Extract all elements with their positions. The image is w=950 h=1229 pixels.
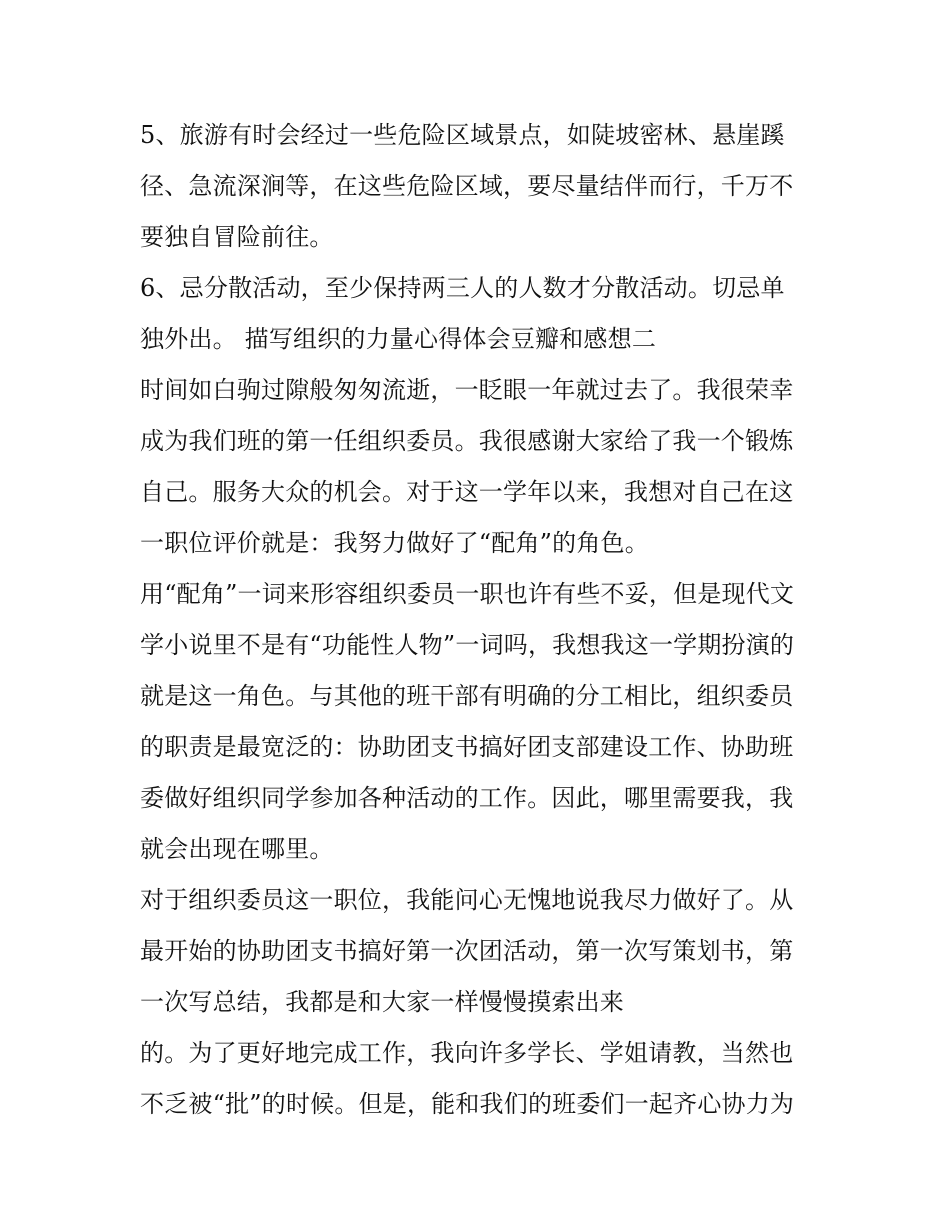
text-line: 5、旅游有时会经过一些危险区域景点，如陡坡密林、悬崖蹊 (140, 121, 785, 149)
text-line: 径、急流深涧等，在这些危险区域，要尽量结伴而行，千万不 (140, 172, 794, 200)
text-line: 一次写总结，我都是和大家一样慢慢摸索出来 (140, 988, 624, 1016)
text-line: 6、忌分散活动，至少保持两三人的人数才分散活动。切忌单 (140, 274, 785, 302)
text-line: 就是这一角色。与其他的班干部有明确的分工相比，组织委员 (140, 682, 794, 710)
text-line: 的职责是最宽泛的：协助团支书搞好团支部建设工作、协助班 (140, 733, 794, 761)
text-line: 的。为了更好地完成工作，我向许多学长、学姐请教，当然也 (140, 1039, 794, 1067)
text-line: 一职位评价就是：我努力做好了“配角”的角色。 (140, 529, 649, 557)
text-line: 不乏被“批”的时候。但是，能和我们的班委们一起齐心协力为 (140, 1090, 795, 1118)
text-line: 对于组织委员这一职位，我能问心无愧地说我尽力做好了。从 (140, 886, 794, 914)
text-line: 委做好组织同学参加各种活动的工作。因此，哪里需要我，我 (140, 784, 794, 812)
text-line: 用“配角”一词来形容组织委员一职也许有些不妥，但是现代文 (140, 580, 795, 608)
document-page (140, 110, 815, 1130)
text-line: 成为我们班的第一任组织委员。我很感谢大家给了我一个锻炼 (140, 427, 794, 455)
text-line: 独外出。 描写组织的力量心得体会豆瓣和感想二 (140, 325, 657, 353)
text-line: 就会出现在哪里。 (140, 835, 334, 863)
text-line: 最开始的协助团支书搞好第一次团活动，第一次写策划书，第 (140, 937, 794, 965)
text-line: 要独自冒险前往。 (140, 223, 334, 251)
text-line: 自己。服务大众的机会。对于这一学年以来，我想对自己在这 (140, 478, 794, 506)
text-line: 学小说里不是有“功能性人物”一词吗，我想我这一学期扮演的 (140, 631, 795, 659)
text-line: 时间如白驹过隙般匆匆流逝，一眨眼一年就过去了。我很荣幸 (140, 376, 794, 404)
